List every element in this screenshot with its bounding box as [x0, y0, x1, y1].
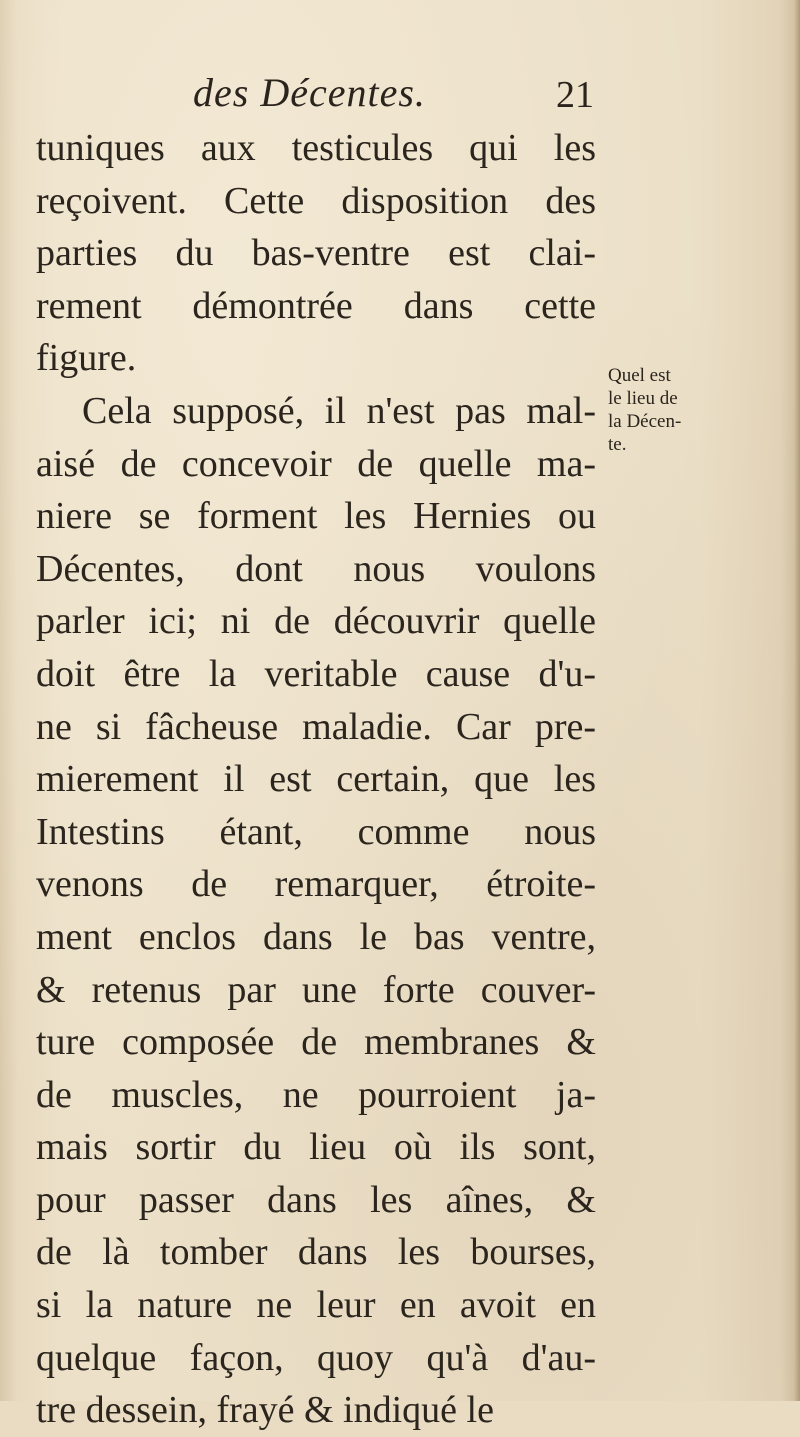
text-line: & retenus par une forte couver- [36, 968, 596, 1011]
text-line: tuniques aux testicules qui les [36, 127, 596, 169]
margin-note-line: le lieu de [608, 388, 678, 409]
text-line: ture composée de membranes & [36, 1021, 596, 1064]
margin-note-line: te. [608, 434, 627, 455]
text-line: mais sortir du lieu où ils sont, [36, 1126, 596, 1169]
running-title: des Décentes. [193, 70, 426, 115]
page-number: 21 [556, 74, 594, 116]
margin-note-line: Quel est [608, 365, 671, 386]
text-line: pour passer dans les aînes, & [36, 1178, 596, 1221]
text-line: de là tomber dans les bourses, [36, 1231, 596, 1274]
text-line: parler ici; ni de découvrir quelle [36, 600, 596, 643]
text-line: de muscles, ne pourroient ja- [36, 1073, 596, 1116]
text-line: aisé de concevoir de quelle ma- [36, 442, 596, 485]
text-line: ment enclos dans le bas ventre, [36, 915, 596, 958]
text-line: niere se forment les Hernies ou [36, 495, 596, 538]
text-line: mierement il est certain, que les [36, 758, 596, 801]
running-head [0, 68, 800, 118]
text-line: figure. [36, 337, 137, 380]
text-line: reçoivent. Cette disposition des [36, 179, 596, 222]
text-line: rement démontrée dans cette [36, 284, 596, 327]
body-text [36, 122, 596, 1437]
text-line: doit être la veritable cause d'u- [36, 652, 596, 695]
margin-note-line: la Décen- [608, 411, 682, 432]
text-line: Cela supposé, il n'est pas mal- [82, 389, 596, 432]
margin-note [608, 364, 712, 456]
text-line: tre dessein, frayé & indiqué le [36, 1389, 494, 1432]
text-line: Intestins étant, comme nous [36, 810, 596, 853]
text-line: si la nature ne leur en avoit en [36, 1284, 596, 1327]
text-line: parties du bas-ventre est clai- [36, 232, 596, 275]
page-edge-shadow [794, 0, 800, 1401]
text-line: ne si fâcheuse maladie. Car pre- [36, 705, 596, 748]
text-line: quelque façon, quoy qu'à d'au- [36, 1336, 596, 1379]
text-line: venons de remarquer, étroite- [36, 863, 596, 906]
text-line: Décentes, dont nous voulons [36, 547, 596, 590]
